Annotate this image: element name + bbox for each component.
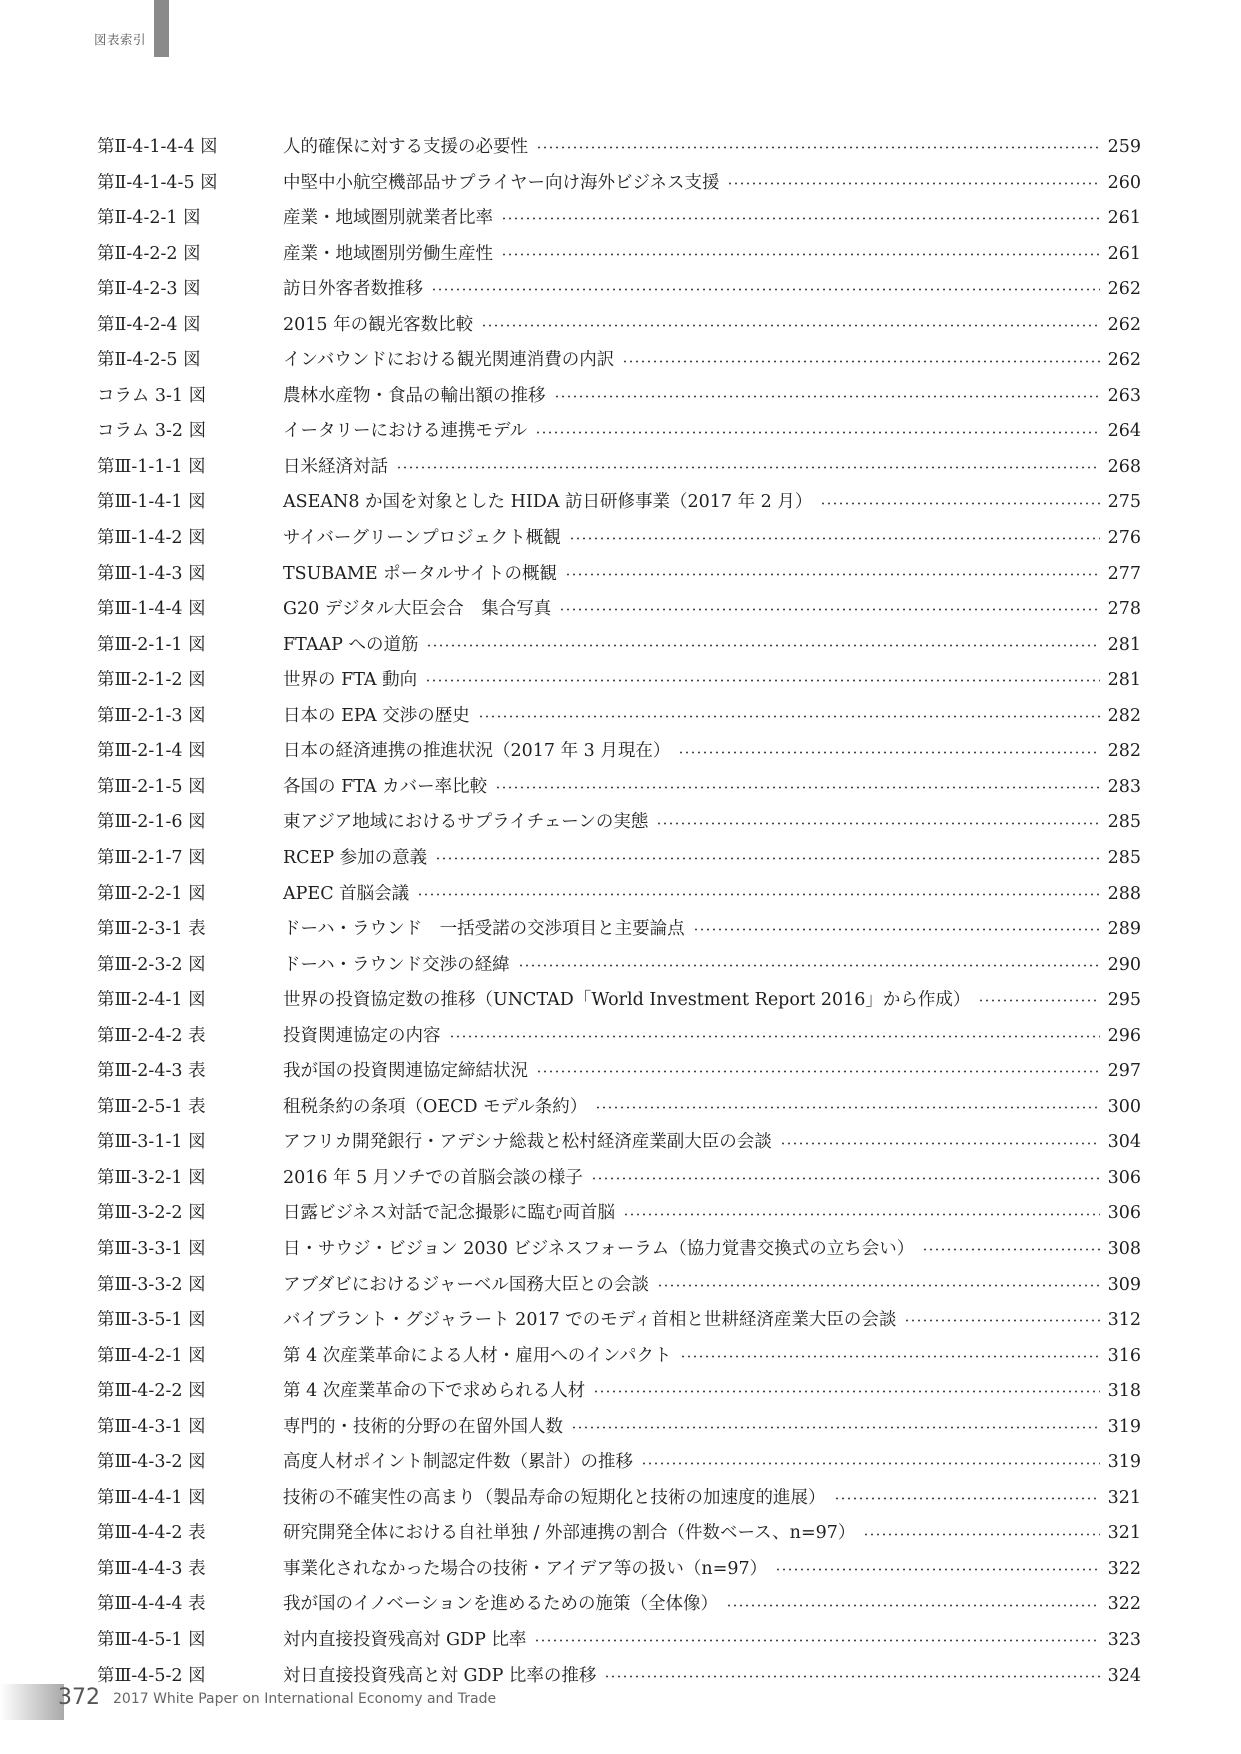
figure-title: 高度人材ポイント制認定件数（累計）の推移 xyxy=(283,1452,633,1473)
index-entry[interactable] xyxy=(97,379,1141,415)
dot-leader xyxy=(780,1142,1100,1145)
dot-leader xyxy=(501,253,1100,256)
figure-title: アブダビにおけるジャーベル国務大臣との会談 xyxy=(283,1274,649,1295)
index-entry[interactable] xyxy=(97,166,1141,202)
figure-index-list xyxy=(97,130,1141,1694)
figure-number: 第Ⅲ-2-2-1 図 xyxy=(97,883,206,904)
index-entry[interactable] xyxy=(97,1196,1141,1232)
figure-number: 第Ⅲ-3-3-2 図 xyxy=(97,1274,206,1295)
page-reference: 285 xyxy=(1107,847,1141,868)
index-entry[interactable] xyxy=(97,592,1141,628)
dot-leader xyxy=(569,537,1100,540)
figure-number: 第Ⅱ-4-2-1 図 xyxy=(97,208,201,229)
index-entry[interactable] xyxy=(97,201,1141,237)
page-reference: 262 xyxy=(1107,350,1141,371)
figure-title: 東アジア地域におけるサプライチェーンの実態 xyxy=(283,812,649,833)
index-entry[interactable] xyxy=(97,1054,1141,1090)
figure-number: 第Ⅱ-4-2-3 図 xyxy=(97,279,201,300)
figure-title: 中堅中小航空機部品サプライヤー向け海外ビジネス支援 xyxy=(283,172,720,193)
dot-leader xyxy=(904,1319,1099,1322)
dot-leader xyxy=(922,1248,1099,1251)
index-entry[interactable] xyxy=(97,1410,1141,1446)
figure-title: 産業・地域圏別就業者比率 xyxy=(283,208,493,229)
figure-number: 第Ⅲ-4-3-2 図 xyxy=(97,1452,206,1473)
dot-leader xyxy=(591,1177,1100,1180)
index-entry[interactable] xyxy=(97,521,1141,557)
figure-title: 租税条約の条項（OECD モデル条約） xyxy=(283,1096,588,1117)
figure-title: 我が国の投資関連協定締結状況 xyxy=(283,1061,528,1082)
figure-number: 第Ⅲ-2-5-1 表 xyxy=(97,1096,206,1117)
index-entry[interactable] xyxy=(97,841,1141,877)
figure-number: 第Ⅲ-1-4-3 図 xyxy=(97,563,206,584)
page-reference: 288 xyxy=(1107,883,1141,904)
figure-title: 対日直接投資残高と対 GDP 比率の推移 xyxy=(283,1665,597,1686)
dot-leader xyxy=(727,182,1099,185)
figure-number: 第Ⅲ-4-3-1 図 xyxy=(97,1416,206,1437)
index-entry[interactable] xyxy=(97,983,1141,1019)
figure-number: コラム 3-1 図 xyxy=(97,385,207,406)
dot-leader xyxy=(536,146,1100,149)
page-reference: 281 xyxy=(1107,634,1141,655)
page-reference: 263 xyxy=(1107,385,1141,406)
dot-leader xyxy=(834,1497,1100,1500)
index-entry[interactable] xyxy=(97,663,1141,699)
figure-number: 第Ⅲ-1-4-4 図 xyxy=(97,599,206,620)
figure-number: 第Ⅲ-2-3-1 表 xyxy=(97,919,206,940)
dot-leader xyxy=(536,1070,1100,1073)
figure-number: 第Ⅲ-1-4-1 図 xyxy=(97,492,206,513)
index-entry[interactable] xyxy=(97,343,1141,379)
index-entry[interactable] xyxy=(97,557,1141,593)
figure-number: 第Ⅲ-4-2-1 図 xyxy=(97,1345,206,1366)
index-entry[interactable] xyxy=(97,130,1141,166)
dot-leader xyxy=(534,1639,1099,1642)
figure-title: 第 4 次産業革命の下で求められる人材 xyxy=(283,1381,586,1402)
dot-leader xyxy=(565,573,1100,576)
index-entry[interactable] xyxy=(97,1623,1141,1659)
page-reference: 260 xyxy=(1107,172,1141,193)
page-reference: 264 xyxy=(1107,421,1141,442)
figure-number: 第Ⅲ-2-1-1 図 xyxy=(97,634,206,655)
index-entry[interactable] xyxy=(97,1339,1141,1375)
figure-number: 第Ⅲ-4-2-2 図 xyxy=(97,1381,206,1402)
figure-title: TSUBAME ポータルサイトの概観 xyxy=(283,563,557,584)
figure-number: 第Ⅲ-3-5-1 図 xyxy=(97,1310,206,1331)
figure-title: G20 デジタル大臣会合 集合写真 xyxy=(283,599,552,620)
dot-leader xyxy=(593,1390,1099,1393)
figure-title: 日露ビジネス対話で記念撮影に臨む両首脳 xyxy=(283,1203,615,1224)
index-entry[interactable] xyxy=(97,805,1141,841)
dot-leader xyxy=(656,822,1099,825)
figure-number: 第Ⅲ-2-1-7 図 xyxy=(97,847,206,868)
index-entry[interactable] xyxy=(97,1161,1141,1197)
page-reference: 321 xyxy=(1107,1523,1141,1544)
index-entry[interactable] xyxy=(97,1552,1141,1588)
figure-title: 投資関連協定の内容 xyxy=(283,1025,441,1046)
figure-number: 第Ⅲ-2-4-2 表 xyxy=(97,1025,206,1046)
figure-title: FTAAP への道筋 xyxy=(283,634,419,655)
figure-number: 第Ⅲ-3-1-1 図 xyxy=(97,1132,206,1153)
figure-title: ドーハ・ラウンド 一括受諾の交渉項目と主要論点 xyxy=(283,919,685,940)
figure-number: 第Ⅲ-2-3-2 図 xyxy=(97,954,206,975)
dot-leader xyxy=(559,608,1099,611)
page-reference: 318 xyxy=(1107,1381,1141,1402)
figure-number: 第Ⅲ-3-2-2 図 xyxy=(97,1203,206,1224)
figure-title: 技術の不確実性の高まり（製品寿命の短期化と技術の加速度的進展） xyxy=(283,1487,826,1508)
page-reference: 261 xyxy=(1107,208,1141,229)
footer-gradient-bar xyxy=(0,1684,64,1720)
footer-book-title: 2017 White Paper on International Economy and Trade xyxy=(113,1691,497,1707)
figure-title: 研究開発全体における自社単独 / 外部連携の割合（件数ベース、n=97） xyxy=(283,1523,856,1544)
figure-title: イータリーにおける連携モデル xyxy=(283,421,528,442)
page-reference: 312 xyxy=(1107,1310,1141,1331)
page-reference: 306 xyxy=(1107,1167,1141,1188)
dot-leader xyxy=(495,786,1099,789)
page-reference: 285 xyxy=(1107,812,1141,833)
dot-leader xyxy=(680,1355,1100,1358)
dot-leader xyxy=(417,893,1099,896)
corner-tab-bar xyxy=(154,0,169,57)
dot-leader xyxy=(820,502,1099,505)
page-reference: 309 xyxy=(1107,1274,1141,1295)
figure-title: 産業・地域圏別労働生産性 xyxy=(283,243,493,264)
dot-leader xyxy=(554,395,1100,398)
figure-title: 世界の投資協定数の推移（UNCTAD「World Investment Report 2016」から作成） xyxy=(283,990,971,1011)
figure-number: 第Ⅱ-4-2-4 図 xyxy=(97,314,201,335)
index-entry[interactable] xyxy=(97,1445,1141,1481)
page-reference: 297 xyxy=(1107,1061,1141,1082)
figure-number: コラム 3-2 図 xyxy=(97,421,207,442)
page-reference: 283 xyxy=(1107,776,1141,797)
dot-leader xyxy=(678,751,1099,754)
index-entry[interactable] xyxy=(97,1659,1141,1695)
figure-title: 訪日外客者数推移 xyxy=(283,279,423,300)
page-reference: 306 xyxy=(1107,1203,1141,1224)
page-reference: 321 xyxy=(1107,1487,1141,1508)
index-entry[interactable] xyxy=(97,272,1141,308)
figure-number: 第Ⅲ-3-3-1 図 xyxy=(97,1238,206,1259)
dot-leader xyxy=(478,715,1100,718)
page-reference: 322 xyxy=(1107,1594,1141,1615)
figure-number: 第Ⅱ-4-1-4-4 図 xyxy=(97,137,218,158)
figure-number: 第Ⅲ-1-4-2 図 xyxy=(97,528,206,549)
dot-leader xyxy=(623,1213,1100,1216)
figure-title: 人的確保に対する支援の必要性 xyxy=(283,137,528,158)
dot-leader xyxy=(535,431,1099,434)
index-entry[interactable] xyxy=(97,1587,1141,1623)
figure-number: 第Ⅲ-2-1-3 図 xyxy=(97,705,206,726)
figure-title: 農林水産物・食品の輸出額の推移 xyxy=(283,385,546,406)
figure-number: 第Ⅲ-4-4-2 表 xyxy=(97,1523,206,1544)
figure-title: RCEP 参加の意義 xyxy=(283,847,428,868)
figure-number: 第Ⅱ-4-2-5 図 xyxy=(97,350,201,371)
index-entry[interactable] xyxy=(97,770,1141,806)
page-reference: 323 xyxy=(1107,1629,1141,1650)
page-reference: 289 xyxy=(1107,919,1141,940)
figure-number: 第Ⅲ-2-1-5 図 xyxy=(97,776,206,797)
index-entry[interactable] xyxy=(97,628,1141,664)
index-entry[interactable] xyxy=(97,450,1141,486)
figure-title: 日本の経済連携の推進状況（2017 年 3 月現在） xyxy=(283,741,671,762)
figure-title: アフリカ開発銀行・アデシナ総裁と松村経済産業副大臣の会談 xyxy=(283,1132,772,1153)
page-reference: 282 xyxy=(1107,705,1141,726)
dot-leader xyxy=(425,679,1099,682)
dot-leader xyxy=(595,1106,1099,1109)
figure-number: 第Ⅲ-4-5-2 図 xyxy=(97,1665,206,1686)
section-label: 図表索引 xyxy=(94,32,147,47)
page-reference: 275 xyxy=(1107,492,1141,513)
figure-number: 第Ⅲ-3-2-1 図 xyxy=(97,1167,206,1188)
figure-number: 第Ⅲ-4-4-1 図 xyxy=(97,1487,206,1508)
page-reference: 308 xyxy=(1107,1238,1141,1259)
page-reference: 322 xyxy=(1107,1558,1141,1579)
page-reference: 316 xyxy=(1107,1345,1141,1366)
figure-title: 専門的・技術的分野の在留外国人数 xyxy=(283,1416,563,1437)
dot-leader xyxy=(863,1533,1099,1536)
dot-leader xyxy=(435,857,1099,860)
index-entry[interactable] xyxy=(97,1268,1141,1304)
figure-number: 第Ⅲ-4-5-1 図 xyxy=(97,1629,206,1650)
figure-title: 2016 年 5 月ソチでの首脳会談の様子 xyxy=(283,1167,583,1188)
figure-title: 対内直接投資残高対 GDP 比率 xyxy=(283,1629,527,1650)
dot-leader xyxy=(775,1568,1099,1571)
page-reference: 261 xyxy=(1107,243,1141,264)
figure-number: 第Ⅲ-2-1-2 図 xyxy=(97,670,206,691)
figure-number: 第Ⅲ-4-4-3 表 xyxy=(97,1558,206,1579)
footer-page-number: 372 xyxy=(58,1685,100,1710)
figure-title: ドーハ・ラウンド交渉の経緯 xyxy=(283,954,510,975)
figure-number: 第Ⅲ-2-1-4 図 xyxy=(97,741,206,762)
index-entry[interactable] xyxy=(97,948,1141,984)
index-entry[interactable] xyxy=(97,699,1141,735)
page-reference: 282 xyxy=(1107,741,1141,762)
page-reference: 259 xyxy=(1107,137,1141,158)
figure-number: 第Ⅲ-2-1-6 図 xyxy=(97,812,206,833)
page-reference: 277 xyxy=(1107,563,1141,584)
dot-leader xyxy=(501,217,1100,220)
dot-leader xyxy=(726,1604,1100,1607)
figure-title: 各国の FTA カバー率比較 xyxy=(283,776,488,797)
page-reference: 300 xyxy=(1107,1096,1141,1117)
index-entry[interactable] xyxy=(97,876,1141,912)
dot-leader xyxy=(622,360,1099,363)
dot-leader xyxy=(693,928,1100,931)
dot-leader xyxy=(426,644,1099,647)
figure-number: 第Ⅲ-1-1-1 図 xyxy=(97,456,206,477)
figure-title: 第 4 次産業革命による人材・雇用へのインパクト xyxy=(283,1345,672,1366)
index-entry[interactable] xyxy=(97,1090,1141,1126)
dot-leader xyxy=(604,1675,1099,1678)
page-reference: 319 xyxy=(1107,1416,1141,1437)
figure-title: 日米経済対話 xyxy=(283,456,388,477)
index-entry[interactable] xyxy=(97,1125,1141,1161)
page-reference: 278 xyxy=(1107,599,1141,620)
index-entry[interactable] xyxy=(97,1516,1141,1552)
dot-leader xyxy=(431,288,1100,291)
index-entry[interactable] xyxy=(97,414,1141,450)
figure-title: 事業化されなかった場合の技術・アイデア等の扱い（n=97） xyxy=(283,1558,768,1579)
page-reference: 281 xyxy=(1107,670,1141,691)
dot-leader xyxy=(449,1035,1100,1038)
figure-title: 我が国のイノベーションを進めるための施策（全体像） xyxy=(283,1594,719,1615)
figure-title: インバウンドにおける観光関連消費の内訳 xyxy=(283,350,615,371)
index-entry[interactable] xyxy=(97,308,1141,344)
index-entry[interactable] xyxy=(97,1481,1141,1517)
index-entry[interactable] xyxy=(97,1374,1141,1410)
dot-leader xyxy=(641,1462,1100,1465)
figure-number: 第Ⅲ-2-4-3 表 xyxy=(97,1061,206,1082)
figure-title: 日本の EPA 交渉の歴史 xyxy=(283,705,470,726)
index-entry[interactable] xyxy=(97,1232,1141,1268)
page-reference: 262 xyxy=(1107,314,1141,335)
figure-title: 2015 年の観光客数比較 xyxy=(283,314,474,335)
index-entry[interactable] xyxy=(97,734,1141,770)
index-entry[interactable] xyxy=(97,237,1141,273)
dot-leader xyxy=(571,1426,1100,1429)
figure-number: 第Ⅲ-4-4-4 表 xyxy=(97,1594,206,1615)
figure-title: サイバーグリーンプロジェクト概観 xyxy=(283,528,561,549)
index-entry[interactable] xyxy=(97,1019,1141,1055)
figure-number: 第Ⅲ-2-4-1 図 xyxy=(97,990,206,1011)
figure-title: バイブラント・グジャラート 2017 でのモディ首相と世耕経済産業大臣の会談 xyxy=(283,1310,897,1331)
page-reference: 295 xyxy=(1107,990,1141,1011)
figure-number: 第Ⅱ-4-1-4-5 図 xyxy=(97,172,218,193)
index-entry[interactable] xyxy=(97,912,1141,948)
figure-title: 世界の FTA 動向 xyxy=(283,670,418,691)
figure-title: ASEAN8 か国を対象とした HIDA 訪日研修事業（2017 年 2 月） xyxy=(283,492,813,513)
page-reference: 296 xyxy=(1107,1025,1141,1046)
dot-leader xyxy=(657,1284,1100,1287)
page-reference: 262 xyxy=(1107,279,1141,300)
figure-number: 第Ⅱ-4-2-2 図 xyxy=(97,243,201,264)
figure-title: APEC 首脳会議 xyxy=(283,883,410,904)
page-reference: 276 xyxy=(1107,528,1141,549)
dot-leader xyxy=(396,466,1100,469)
index-entry[interactable] xyxy=(97,485,1141,521)
dot-leader xyxy=(978,999,1099,1002)
page-reference: 304 xyxy=(1107,1132,1141,1153)
page-reference: 290 xyxy=(1107,954,1141,975)
page-reference: 268 xyxy=(1107,456,1141,477)
dot-leader xyxy=(518,964,1100,967)
figure-title: 日・サウジ・ビジョン 2030 ビジネスフォーラム（協力覚書交換式の立ち会い） xyxy=(283,1238,915,1259)
page-reference: 324 xyxy=(1107,1665,1141,1686)
page-reference: 319 xyxy=(1107,1452,1141,1473)
index-entry[interactable] xyxy=(97,1303,1141,1339)
dot-leader xyxy=(481,324,1099,327)
